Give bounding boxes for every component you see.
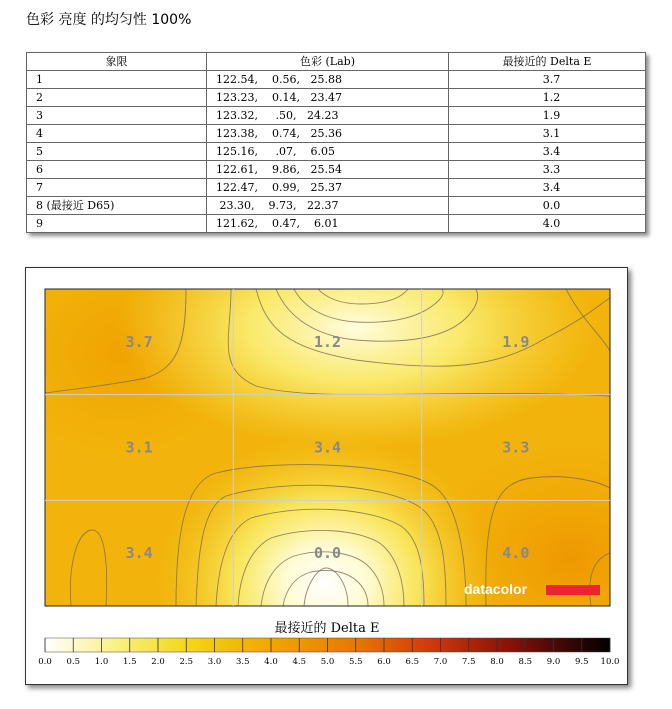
- table-cell-quadrant: 3: [27, 107, 207, 125]
- table-cell-lab: 122.47, 0.99, 25.37: [207, 179, 449, 197]
- table-cell-quadrant: 8 (最接近 D65): [27, 197, 207, 215]
- column-header-quadrant: 象限: [27, 53, 207, 71]
- colorbar-title: 最接近的 Delta E: [274, 621, 380, 636]
- table-cell-lab: 125.16, .07, 6.05: [207, 143, 449, 161]
- table-cell-delta-e: 3.3: [449, 161, 646, 179]
- table-cell-delta-e: 0.0: [449, 197, 646, 215]
- table-cell-lab: 122.61, 9.86, 25.54: [207, 161, 449, 179]
- datacolor-logo-text: datacolor: [464, 581, 528, 597]
- quadrant-value-label: 1.2: [313, 332, 342, 351]
- colorbar-tick-label: 6.5: [405, 657, 420, 667]
- colorbar-tick-label: 8.5: [518, 657, 533, 667]
- table-cell-delta-e: 4.0: [449, 215, 646, 233]
- table-cell-quadrant: 2: [27, 89, 207, 107]
- colorbar-tick-label: 7.5: [461, 657, 476, 667]
- table-cell-quadrant: 9: [27, 215, 207, 233]
- colorbar-tick-label: 4.0: [264, 657, 278, 667]
- table-cell-delta-e: 1.9: [449, 107, 646, 125]
- quadrant-value-label: 1.9: [502, 332, 530, 351]
- colorbar-tick-label: 5.0: [320, 657, 335, 667]
- table-header-row: [27, 53, 646, 71]
- table-cell-delta-e: 1.2: [449, 89, 646, 107]
- table-row: [27, 215, 646, 233]
- table-cell-delta-e: 3.4: [449, 143, 646, 161]
- quadrant-value-label: 4.0: [502, 544, 530, 563]
- datacolor-logo-bar: [546, 585, 600, 595]
- quadrant-value-label: 0.0: [313, 544, 342, 563]
- uniformity-table: [26, 52, 646, 233]
- colorbar-tick-label: 4.5: [292, 657, 307, 667]
- table-cell-quadrant: 1: [27, 71, 207, 89]
- table-cell-lab: 123.23, 0.14, 23.47: [207, 89, 449, 107]
- colorbar-tick-label: 2.5: [179, 657, 194, 667]
- table-cell-lab: 23.30, 9.73, 22.37: [207, 197, 449, 215]
- colorbar-tick-label: 3.0: [207, 657, 222, 667]
- table-row: [27, 125, 646, 143]
- page-title: 色彩 亮度 的均匀性 100%: [26, 12, 192, 28]
- column-header-lab: 色彩 (Lab): [207, 53, 449, 71]
- colorbar-tick-label: 1.0: [94, 657, 109, 667]
- uniformity-table-container: [26, 52, 646, 233]
- table-cell-quadrant: 5: [27, 143, 207, 161]
- quadrant-value-label: 3.4: [125, 544, 153, 563]
- quadrant-value-label: 3.3: [502, 438, 530, 457]
- table-row: [27, 197, 646, 215]
- table-cell-quadrant: 4: [27, 125, 207, 143]
- quadrant-value-label: 3.7: [125, 332, 153, 351]
- colorbar-tick-label: 10.0: [600, 657, 620, 667]
- table-cell-lab: 122.54, 0.56, 25.88: [207, 71, 449, 89]
- table-cell-delta-e: 3.7: [449, 71, 646, 89]
- colorbar-tick-label: 3.5: [235, 657, 250, 667]
- uniformity-heatmap-chart: [26, 268, 627, 684]
- table-cell-lab: 121.62, 0.47, 6.01: [207, 215, 449, 233]
- table-row: [27, 143, 646, 161]
- colorbar-tick-label: 9.5: [574, 657, 589, 667]
- quadrant-value-label: 3.4: [313, 438, 342, 457]
- colorbar-tick-label: 6.0: [377, 657, 391, 667]
- colorbar-tick-label: 5.5: [348, 657, 363, 667]
- table-cell-delta-e: 3.4: [449, 179, 646, 197]
- colorbar-tick-label: 1.5: [122, 657, 137, 667]
- table-row: [27, 161, 646, 179]
- table-row: [27, 89, 646, 107]
- table-cell-quadrant: 6: [27, 161, 207, 179]
- quadrant-value-label: 3.1: [125, 438, 153, 457]
- column-header-delta-e: 最接近的 Delta E: [449, 53, 646, 71]
- colorbar-tick-label: 7.0: [433, 657, 448, 667]
- colorbar-tick-label: 0.0: [38, 657, 52, 667]
- table-row: [27, 179, 646, 197]
- table-cell-delta-e: 3.1: [449, 125, 646, 143]
- colorbar-tick-label: 8.0: [490, 657, 504, 667]
- colorbar-tick-label: 9.0: [546, 657, 561, 667]
- table-row: [27, 107, 646, 125]
- uniformity-chart-frame: [25, 267, 628, 685]
- table-cell-lab: 123.38, 0.74, 25.36: [207, 125, 449, 143]
- colorbar-tick-label: 0.5: [66, 657, 81, 667]
- table-cell-quadrant: 7: [27, 179, 207, 197]
- table-row: [27, 71, 646, 89]
- table-cell-lab: 123.32, .50, 24.23: [207, 107, 449, 125]
- colorbar-tick-label: 2.0: [151, 657, 165, 667]
